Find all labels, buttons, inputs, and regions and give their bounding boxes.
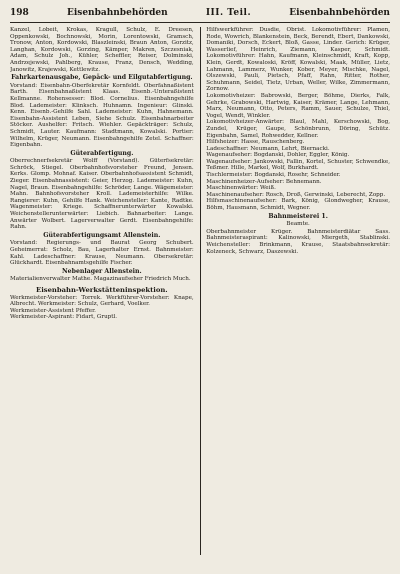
section-heading: Güterabfertigung. <box>70 149 134 157</box>
columns <box>10 27 390 557</box>
entry-paragraph: Lokomotivheizer: Babrowski, Berger, Böhme, Dierks, Falk, Gehrke, Grabowski, Hartwig, Kaiser, Krämer, Lange, Lehmann, Marx, Neumann, Otto, Peters, Ramm, Sauer, Schulze, Thiel, Vogel, Wendt, Winkler. <box>206 92 390 119</box>
entry-paragraph: Vorstand: Eisenbahn-Oberfekretär Kornfeldt. Oberfahnaßistent Barth. Eisenbahnaßistent Klaas. Eisenb.-Unteraßistent Kellmanne. Rohensesser: Blod. Cornelius. Eisenbahngehilfe Blod. Lademeister: Klinksch. Huhnamn. Ingenieur: Glinski. Kenn. Eisenb.-Gehilfe Sahl. Lademeister: Kuhn, Hahnemann. Eisenbahn-Assistent Leben, Siehe Schulz. Eisenbahnarbeiter Stöcker. Aushelfer: Fritsch. Wiehler. Gepäckträger: Schulz, Schmidt, Lauter. Kaufmann: Stadtmann, Kowalski. Portier: Wilhelm, Krüger, Neumann. Eisenbahngehilfe Zetel. Schaffner: Eigenbahn. <box>10 82 194 149</box>
entry-paragraph: Maschinenwärter: Weiß. <box>206 185 276 192</box>
section-heading: Eisenbahn-Werkstätteninspektion. <box>36 285 168 294</box>
page-header <box>10 8 390 23</box>
part-title: III. Teil. <box>205 8 252 18</box>
entry-paragraph: Ladeschaffner: Neumann, Lehrt, Biernacki. <box>206 145 330 152</box>
entry-paragraph: Werkmeister-Aspirant: Fidart, Gruptl. <box>10 314 118 321</box>
running-title-right: Eisenbahnbehörden <box>289 8 390 18</box>
entry-paragraph: Maschinenheizer-Aufseher: Behnemann. <box>206 178 322 185</box>
entry-paragraph: Hilfsheizer: Hasse, Rauschenberg. <box>206 139 305 146</box>
running-title-left: Eisenbahnbehörden <box>66 8 168 18</box>
entry-paragraph: Wagenaufseher: Jankowski, Fallin, Kortel, Schuster, Schwendke, Teßmer. Hille, Markel, Wolf, Burkhardt. <box>206 158 390 172</box>
section-heading: Güterabfertigungsamt Allenstein. <box>43 231 161 239</box>
page-number: 198 <box>10 8 29 18</box>
entry-paragraph: Hilfswerkführer: Dusdie, Obrist. Lokomotivführer: Plamen, Rode, Wowrich, Blankenstein, Beck, Berendt, Ebert, Dankowski, Domaniki, Dorsch, Eckert, Bloß, Gasse, Linder. Gerich: Krüger, Wasserlief, Heinrich, Ziemann, Kasper, Schmidt. Lokomotivführer: Hahn, Kaufmann, Kleinschmidt, Kraft, Kopp, Klein, Gerdt, Kowaloski, Kröff, Kowalski, Maak, Müller, Lietz, Lahmann, Lammerz, Wunker, Kober, Meyer, Mischke, Nagel, Olszewski, Pauli, Pietsch, Pfaff, Rahn, Ritter, Rother, Schuhmann, Seidel, Tietz, Urban, Weller, Wilke, Zimmermann, Zornow. <box>206 27 390 93</box>
entry-paragraph: Werkmeister-Vorsteher: Torrek. Werkführer-Vorsteher: Knape, Albrecht. Werkmeister: Schulz, Gerhard, Voelker. <box>10 294 194 308</box>
section-heading: Nebenlager Allenstein. <box>62 267 142 275</box>
section-heading: Bahnmeisterei 1. <box>268 212 328 220</box>
entry-paragraph: Tischlermeister: Bogdanski, Rosehr, Schneider. <box>206 172 341 179</box>
entry-paragraph: Materialienverwalter Mathe. Magazinaufseher Friedrich Much. <box>10 276 191 283</box>
subsection-heading: Beamte. <box>286 221 310 228</box>
entry-paragraph: Werkmeister-Assistent Pfeffer. <box>10 307 96 314</box>
column-divider <box>200 27 201 555</box>
entry-paragraph: Oberbahnmeister Krüger. Bahnmeisterdiätar Sass. Bahnmeisteraspirant: Kalinowski, Miergeth, Stablinski. Weichensteller: Brinkmann, Krause, Staatsbahnsekretär: Kolzeneck, Schwarz, Daszewski. <box>206 228 390 255</box>
entry-paragraph: Lokomotivheizer-Anwärter: Blaul, Mahl, Kerschowski, Bog, Zundel, Krüger, Gaupe, Schönbrunn, Döring, Schütz. Eigenbahn, Samel, Rohwedder, Kellner. <box>206 119 390 139</box>
entry-paragraph: Maschinenaufseher: Rosch, Droß, Gerwinski, Leberecht, Zopp. <box>206 191 386 198</box>
page <box>10 8 390 558</box>
entry-paragraph: Kanzel, Lobeit, Krokas, Kragull, Schulz, E. Dreesen, Oppenkowski, Bochnowski, Morin, Lorentowski, Gramsch, Tronow, Anton, Kordowski, Blaszleinski, Braun Anton, Gorzitz, Langhan, Kordowski, Gorzing, Kämper, Makren, Szczesniak, Adam, Schulz Joh., Kühler, Scheffler, Reiser, Dolminski, Andrzejewski, Pahlberg, Krause, Franz, Densch, Wedding, Janowitz, Krajewski, Kettlewitz. <box>10 27 194 73</box>
entry-paragraph: Wagenaufseher: Bogdanski, Dohler, Eggler, König. <box>206 152 350 159</box>
section-heading: Fahrkartenausgabe, Gepäck- und Eilgutabfertigung. <box>11 74 193 82</box>
left-column <box>10 27 194 557</box>
entry-paragraph: Oberrechnerfsekretär Wolff (Vorstand). Güterfsekretär: Schröck, Stiegel. Oberbahnhofsvorsteher Freund, Jensen. Kerks. Glomp. Mohnaf. Kaiser. Oberbahnhofsassistent Schmidt, Zieger. Eisenbahnassistent: Geier, Herzog. Lademeister: Kuhn, Nagel, Braun. Eisenbahngehilfe: Schröder, Lange. Wägemeister: Mahn. Bahnhofsvorsteher Kroll. Lademeisterhilfe: Wilke. Rangierer: Kuhn, Gehilfe Hank. Weichensteller: Kante, Radtke. Wagenmeister: Kriege. Schaffnerunterwärter Kowalski. Weichenstellerunterwärter: Liebich. Bahnarbeiter: Lange. Anwärter Wolbert. Lagerverwalter Gerdt. Eisenbahngehilfe: Rahn. <box>10 158 194 231</box>
entry-paragraph: Hilfsmaschinenaufseher: Bark, König, Glondwegher, Krause, Böhm, Hausmann, Schmidt, Wegner. <box>206 198 390 212</box>
right-column <box>206 27 390 557</box>
entry-paragraph: Vorstand: Regierungs- und Baurat Georg Schubert. Geheimerrat: Scholz, Bau, Lagerhalter Ernst. Bahnmeister: Kahl. Ladeschaffner: Krause, Neumann. Obersekretär: Glückhardt. Eisenbahnamtsgehilfe Fischer. <box>10 240 194 267</box>
